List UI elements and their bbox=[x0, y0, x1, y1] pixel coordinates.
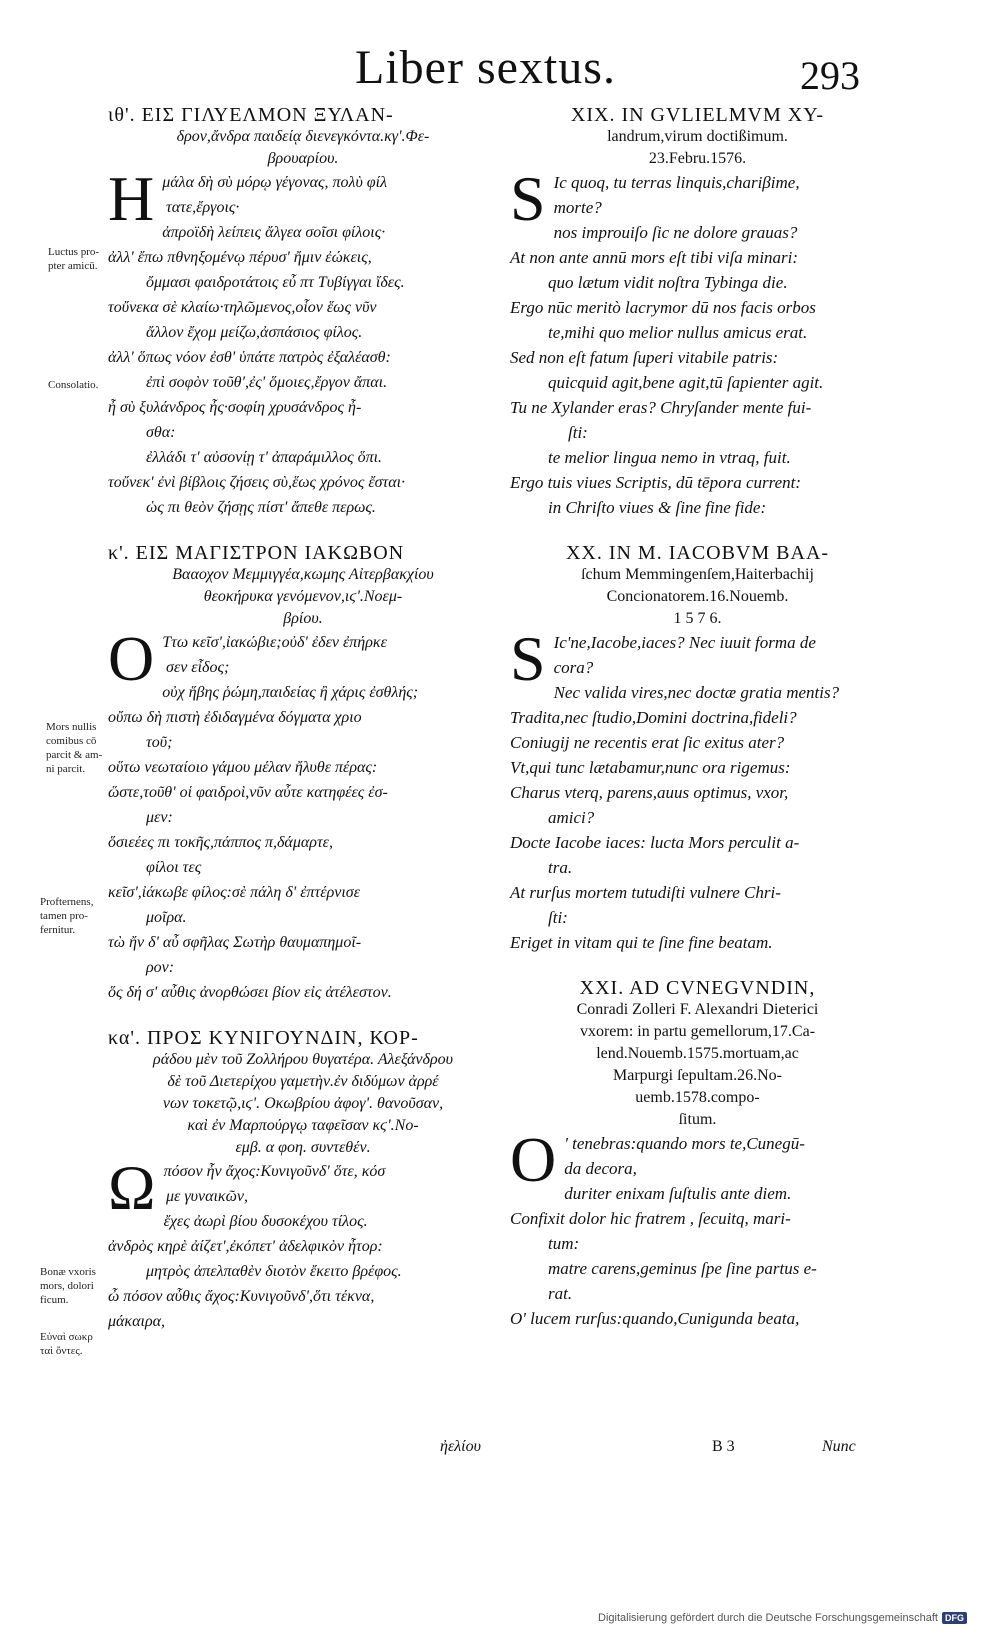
verse-line: Eriget in vitam qui te ſine fine beatam. bbox=[510, 933, 773, 952]
footer-text: Digitalisierung gefördert durch die Deutsche Forschungsgemeinschaft bbox=[598, 1612, 938, 1624]
poem-subtitle: ſitum. bbox=[678, 1111, 717, 1128]
poem-body bbox=[510, 163, 885, 520]
poem-heading: XX. IN M. IACOBVM BAA- bbox=[565, 542, 830, 564]
poem-heading: κ'. ΕΙΣ ΜΑΓΙΣΤΡΟΝ ΙΑΚΩΒΟΝ bbox=[108, 542, 405, 564]
verse-line: ὅσιεέες πι τοκῆς,πάππος π,δάμαρτε, bbox=[108, 834, 333, 851]
left-column bbox=[108, 104, 498, 1334]
poem-subtitle: εμβ. α φοη. συντεθέν. bbox=[235, 1139, 371, 1156]
verse-line: in Chriſto viues & ſine fine fide: bbox=[548, 498, 767, 517]
verse-line: tum: bbox=[548, 1234, 580, 1253]
verse-line: Ic quoq, tu terras linquis,chariβime, bbox=[553, 173, 800, 192]
verse-line: Nec valida vires,nec doctæ gratia mentis? bbox=[553, 683, 840, 702]
verse-line: ἔχες ἀωρὶ βίου δυσοκέχου τίλος. bbox=[163, 1213, 368, 1230]
verse-line: κεῖσ',ἰάκωβε φίλος:σὲ πάλη δ' ἐπτέρνισε bbox=[108, 884, 360, 901]
right-column bbox=[510, 104, 885, 1331]
verse-line: φίλοι τες bbox=[146, 859, 202, 876]
verse-line: amici? bbox=[548, 808, 595, 827]
poem-body bbox=[510, 1124, 885, 1331]
verse-line: ὡς πι θεὸν ζήσῃς πίστ' ἄπεθε περως. bbox=[146, 499, 376, 516]
poem-body bbox=[108, 163, 498, 520]
verse-line: Tu ne Xylander eras? Chryſander mente fui- bbox=[510, 398, 812, 417]
poem-subtitle: θεοκήρυκα γενόμενον,ιϛ'.Νοεμ- bbox=[203, 588, 403, 605]
verse-line: μεν: bbox=[146, 809, 173, 826]
verse-line: οὕτω νεωταίοιο γάμου μέλαν ἤλυθε πέρας: bbox=[108, 759, 378, 776]
verse-line: Vt,qui tunc lætabamur,nunc ora rigemus: bbox=[510, 758, 791, 777]
verse-line: ſti: bbox=[568, 423, 588, 442]
verse-line: σθα: bbox=[146, 424, 176, 441]
drop-initial: O bbox=[510, 1124, 557, 1195]
verse-line: quo lætum vidit noſtra Tybinga die. bbox=[548, 273, 788, 292]
drop-initial: Η bbox=[108, 163, 155, 234]
poem-subtitle: Conradi Zolleri F. Alexandri Dieterici bbox=[576, 1001, 819, 1018]
poem-subtitle: 23.Febru.1576. bbox=[648, 150, 747, 167]
verse-line: τοὔνεκ' ἐνὶ βίβλοις ζήσεις σὺ,ἕως χρόνος ἔσται· bbox=[108, 474, 406, 491]
verse-line: τατε,ἔργοις· bbox=[166, 199, 240, 216]
verse-line: με γυναικῶν, bbox=[166, 1188, 249, 1205]
poem-subtitle: Marpurgi ſepultam.26.No- bbox=[612, 1067, 782, 1084]
poem-20-latin bbox=[510, 542, 885, 955]
verse-line: morte? bbox=[553, 198, 602, 217]
drop-initial: Ο bbox=[108, 623, 155, 694]
verse-line: Sed non eſt fatum ſuperi vitabile patris: bbox=[510, 348, 779, 367]
verse-line: τοὔνεκα σὲ κλαίω·τηλῶμενος,οἷον ἕως νῦν bbox=[108, 299, 377, 316]
margin-note: Luctus pro- pter amicū. bbox=[48, 246, 100, 272]
verse-line: μητρὸς ἀπελπαθὲν διοτὸν ἔκειτο βρέφος. bbox=[146, 1263, 402, 1280]
verse-line: μοῖρα. bbox=[146, 909, 187, 926]
drop-initial: S bbox=[510, 623, 546, 694]
poem-subtitle: δὲ τοῦ Διετερίχου γαμετὴν.ἐν διδύμων ἀρρέ bbox=[167, 1073, 439, 1090]
poem-subtitle: βρουαρίου. bbox=[267, 150, 339, 167]
verse-line: te,mihi quo melior nullus amicus erat. bbox=[548, 323, 808, 342]
poem-20-greek bbox=[108, 542, 498, 1005]
poem-subtitle: βρίου. bbox=[283, 610, 323, 627]
verse-line: πόσον ἦν ἄχος:Κυνιγοῦνδ' ὅτε, κόσ bbox=[163, 1163, 386, 1180]
poem-subtitle: vxorem: in partu gemellorum,17.Ca- bbox=[579, 1023, 816, 1040]
verse-line: ſti: bbox=[548, 908, 568, 927]
poem-19-latin bbox=[510, 104, 885, 520]
verse-line: ἀλλ' ὅπως νόον ἐσθ' ὑπάτε πατρὸς ἐξαλέασθ: bbox=[108, 349, 391, 366]
verse-line: ἐλλάδι τ' αὐσονίῃ τ' ἀπαράμιλλος ὅπι. bbox=[146, 449, 383, 466]
verse-line: ὥστε,τοῦθ' οἱ φαιδροὶ,νῦν αὖτε κατηφέες ἐσ- bbox=[108, 784, 388, 801]
poem-21-greek bbox=[108, 1027, 498, 1334]
verse-line: μάκαιρα, bbox=[108, 1313, 166, 1330]
verse-line: ' tenebras:quando mors te,Cunegū- bbox=[564, 1134, 805, 1153]
verse-line: At rurſus mortem tutudiſti vulnere Chri- bbox=[510, 883, 781, 902]
verse-line: ἐπὶ σοφὸν τοῦθ',ἐς' ὅμοιες,ἔργον ἄπαι. bbox=[146, 374, 388, 391]
verse-line: σεν εἶδος; bbox=[166, 659, 230, 676]
poem-heading: XXI. AD CVNEGVNDIN, bbox=[579, 977, 816, 999]
verse-line: Coniugij ne recentis erat ſic exitus ater? bbox=[510, 733, 785, 752]
poem-subtitle: lend.Nouemb.1575.mortuam,ac bbox=[596, 1045, 799, 1062]
margin-note: Mors nullis comibus cō parcit & am- ni parcit. bbox=[46, 721, 103, 775]
verse-line: O' lucem rurſus:quando,Cunigunda beata, bbox=[510, 1309, 800, 1328]
verse-line: τοῦ; bbox=[146, 734, 173, 751]
signature-mark: B 3 bbox=[712, 1438, 735, 1455]
verse-line: ἀλλ' ἔπω πθνηξομένῳ πέρυσ' ἤμιν ἐώκεις, bbox=[108, 249, 372, 266]
verse-line: Docte Iacobe iaces: lucta Mors perculit a- bbox=[510, 833, 800, 852]
verse-line: nos improuiſo ſic ne dolore grauas? bbox=[553, 223, 798, 242]
verse-line: duriter enixam ſuſtulis ante diem. bbox=[564, 1184, 792, 1203]
verse-line: ἀπροϊδὴ λείπεις ἄλγεα σοῖσι φίλοις· bbox=[162, 224, 386, 241]
verse-line: quicquid agit,bene agit,tū ſapienter agit. bbox=[548, 373, 824, 392]
drop-initial: Ω bbox=[108, 1152, 156, 1223]
verse-line: Ττω κεῖσ',ἰακώβιε;οὐδ' ἐδεν ἐπήρκε bbox=[162, 634, 387, 651]
verse-line: Ergo tuis viues Scriptis, dū tēpora current: bbox=[510, 473, 802, 492]
margin-note: Bonæ vxoris mors, dolori ficum. bbox=[40, 1266, 96, 1306]
verse-line: τὼ ἤν δ' αὖ σφῆλας Σωτὴρ θαυμαπημοῖ- bbox=[108, 934, 362, 951]
verse-line: Ic'ne,Iacobe,iaces? Nec iuuit forma de bbox=[553, 633, 816, 652]
poem-heading: ιθ'. ΕΙΣ ΓΙΛΥΕΛΜΟΝ ΞΥΛΑΝ- bbox=[108, 104, 394, 126]
verse-line: matre carens,geminus ſpe ſine partus e- bbox=[548, 1259, 817, 1278]
poem-subtitle: Βααοχον Μεμμιγγέα,κωμης Αἰτερβακχίου bbox=[172, 566, 434, 583]
poem-body bbox=[108, 1152, 498, 1334]
verse-line: rat. bbox=[548, 1284, 573, 1303]
poem-subtitle: καὶ ἐν Μαρπούργῳ ταφεῖσαν κϛ'.Νο- bbox=[187, 1117, 419, 1134]
poem-body bbox=[510, 623, 885, 955]
dfg-logo-icon: DFG bbox=[942, 1612, 967, 1624]
verse-line: ἀνδρὸς κηρὲ ἀίζετ',ἐκόπετ' ἀδελφικὸν ἦτορ: bbox=[108, 1238, 383, 1255]
verse-line: Tradita,nec ſtudio,Domini doctrina,fideli? bbox=[510, 708, 797, 727]
poem-subtitle: ράδου μὲν τοῦ Ζολλήρου θυγατέρα. Αλεξάνδρου bbox=[153, 1051, 453, 1068]
verse-line: Confixit dolor hic fratrem , ſecuitq, mari- bbox=[510, 1209, 791, 1228]
poem-19-greek bbox=[108, 104, 498, 520]
poem-subtitle: νων τοκετῷ,ιϛ'. Οκωβρίου ἀφογ'. θανοῦσαν, bbox=[162, 1095, 444, 1112]
verse-line: At non ante annū mors eſt tibi viſa minari: bbox=[510, 248, 799, 267]
digitization-footer bbox=[598, 1612, 967, 1624]
verse-line: da decora, bbox=[564, 1159, 637, 1178]
catchword-left: ἠελίου bbox=[440, 1438, 481, 1455]
poem-heading: κα'. ΠΡΟΣ ΚΥΝΙΓΟΥΝΔΙΝ, ΚΟΡ- bbox=[108, 1027, 419, 1049]
verse-line: cora? bbox=[553, 658, 594, 677]
poem-subtitle: uemb.1578.compo- bbox=[635, 1089, 760, 1106]
verse-line: te melior lingua nemo in vtraq, fuit. bbox=[548, 448, 791, 467]
margin-note: Profternens, tamen pro- fernitur. bbox=[40, 896, 94, 936]
verse-line: οὐχ ἥβης ῥώμη,παιδείας ἢ χάρις ἐσθλής; bbox=[162, 684, 419, 701]
poem-body bbox=[108, 623, 498, 1005]
poem-subtitle: δρον,ἄνδρα παιδείᾳ διενεγκόντα.κγ'.Φε- bbox=[176, 128, 430, 145]
verse-line: ὄμμασι φαιδροτάτοις εὖ πτ Τυβίγγαι ἴδες. bbox=[146, 274, 405, 291]
margin-note: Εὐναὶ σωκρ ταὶ ὄντες. bbox=[40, 1331, 93, 1357]
verse-line: ἦ σὺ ξυλάνδρος ἦς·σοφίη χρυσάνδρος ἦ- bbox=[108, 399, 362, 416]
poem-subtitle: ſchum Memmingenſem,Haiterbachij bbox=[581, 566, 814, 583]
verse-line: Charus vterq, parens,auus optimus, vxor, bbox=[510, 783, 789, 802]
running-title: Liber sextus. bbox=[355, 41, 616, 94]
poem-subtitle: landrum,virum doctißimum. bbox=[607, 128, 788, 145]
page-number: 293 bbox=[800, 53, 860, 98]
verse-line: tra. bbox=[548, 858, 573, 877]
poem-heading: XIX. IN GVLIELMVM XY- bbox=[570, 104, 825, 126]
verse-line: μάλα δὴ σὺ μόρῳ γέγονας, πολὺ φίλ bbox=[162, 174, 388, 191]
poem-subtitle: 1 5 7 6. bbox=[673, 610, 722, 627]
verse-line: ὦ πόσον αὖθις ἄχος:Κυνιγοῦνδ',ὅτι τέκνα, bbox=[108, 1288, 375, 1305]
verse-line: οὔπω δὴ πιστὴ ἐδιδαγμένα δόγματα χριο bbox=[108, 709, 362, 726]
verse-line: Ergo nūc meritò lacrymor dū nos facis orbos bbox=[510, 298, 816, 317]
verse-line: ρον: bbox=[146, 959, 175, 976]
poem-subtitle: Concionatorem.16.Nouemb. bbox=[606, 588, 789, 605]
poem-21-latin bbox=[510, 977, 885, 1331]
catchword-right: Nunc bbox=[822, 1438, 856, 1455]
verse-line: ὅς δή σ' αὖθις ἀνορθώσει βίον εἰς ἀτέλεστον. bbox=[108, 984, 392, 1001]
verse-line: ἄλλον ἔχομ μείζω,ἀσπάσιος φίλος. bbox=[146, 324, 363, 341]
margin-note: Consolatio. bbox=[48, 379, 99, 391]
drop-initial: S bbox=[510, 163, 546, 234]
